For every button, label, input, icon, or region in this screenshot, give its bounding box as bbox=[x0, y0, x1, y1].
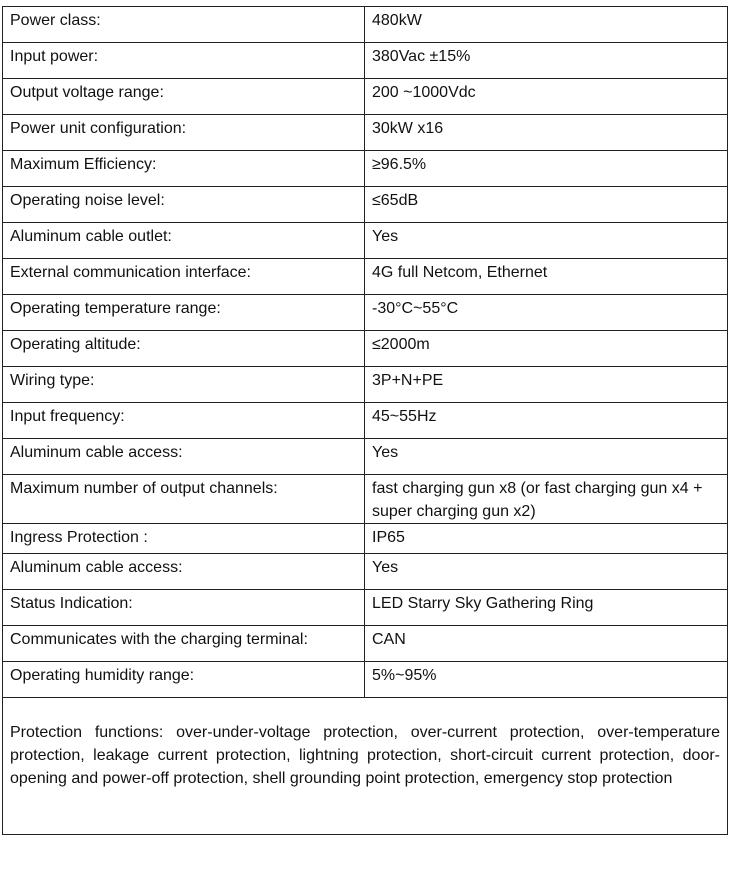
spec-key: Aluminum cable outlet: bbox=[3, 223, 365, 259]
spec-value: CAN bbox=[365, 626, 728, 662]
spec-value: ≥96.5% bbox=[365, 151, 728, 187]
spec-key: Operating temperature range: bbox=[3, 295, 365, 331]
spec-key: Power class: bbox=[3, 7, 365, 43]
protection-row bbox=[3, 698, 728, 835]
spec-key: Operating noise level: bbox=[3, 187, 365, 223]
table-row bbox=[3, 223, 728, 259]
spec-key: Operating altitude: bbox=[3, 331, 365, 367]
table-row bbox=[3, 524, 728, 554]
spec-value: ≤2000m bbox=[365, 331, 728, 367]
spec-table bbox=[2, 6, 728, 835]
spec-key: Input power: bbox=[3, 43, 365, 79]
table-row bbox=[3, 259, 728, 295]
spec-value: 200 ~1000Vdc bbox=[365, 79, 728, 115]
spec-value: 30kW x16 bbox=[365, 115, 728, 151]
protection-functions-text: Protection functions: over-under-voltage protection, over-current protection, over-temperature protection, leakage current protection, lightning protection, short-circuit current protection, door-opening and power-off protection, shell grounding point protection, emergency stop protection bbox=[3, 698, 728, 835]
spec-value: 380Vac ±15% bbox=[365, 43, 728, 79]
spec-value: -30°C~55°C bbox=[365, 295, 728, 331]
table-row bbox=[3, 367, 728, 403]
table-row bbox=[3, 554, 728, 590]
table-row bbox=[3, 475, 728, 524]
spec-key: Aluminum cable access: bbox=[3, 554, 365, 590]
table-row bbox=[3, 662, 728, 698]
table-row bbox=[3, 79, 728, 115]
spec-key: Aluminum cable access: bbox=[3, 439, 365, 475]
spec-key: Input frequency: bbox=[3, 403, 365, 439]
table-row bbox=[3, 43, 728, 79]
spec-value: LED Starry Sky Gathering Ring bbox=[365, 590, 728, 626]
spec-value: 5%~95% bbox=[365, 662, 728, 698]
spec-value: ≤65dB bbox=[365, 187, 728, 223]
spec-value: 4G full Netcom, Ethernet bbox=[365, 259, 728, 295]
spec-key: Wiring type: bbox=[3, 367, 365, 403]
spec-value: 3P+N+PE bbox=[365, 367, 728, 403]
spec-value: Yes bbox=[365, 223, 728, 259]
spec-value: 480kW bbox=[365, 7, 728, 43]
table-row bbox=[3, 626, 728, 662]
spec-key: External communication interface: bbox=[3, 259, 365, 295]
table-row bbox=[3, 7, 728, 43]
spec-key: Power unit configuration: bbox=[3, 115, 365, 151]
table-row bbox=[3, 590, 728, 626]
table-row bbox=[3, 187, 728, 223]
spec-key: Output voltage range: bbox=[3, 79, 365, 115]
spec-value: fast charging gun x8 (or fast charging gun x4 + super charging gun x2) bbox=[365, 475, 728, 524]
table-row bbox=[3, 331, 728, 367]
spec-key: Status Indication: bbox=[3, 590, 365, 626]
spec-value: Yes bbox=[365, 554, 728, 590]
spec-value: IP65 bbox=[365, 524, 728, 554]
table-row bbox=[3, 439, 728, 475]
table-row bbox=[3, 295, 728, 331]
spec-key: Ingress Protection : bbox=[3, 524, 365, 554]
table-row bbox=[3, 403, 728, 439]
table-row bbox=[3, 115, 728, 151]
spec-key: Communicates with the charging terminal: bbox=[3, 626, 365, 662]
spec-key: Operating humidity range: bbox=[3, 662, 365, 698]
table-row bbox=[3, 151, 728, 187]
spec-value: Yes bbox=[365, 439, 728, 475]
spec-value: 45~55Hz bbox=[365, 403, 728, 439]
spec-key: Maximum Efficiency: bbox=[3, 151, 365, 187]
spec-key: Maximum number of output channels: bbox=[3, 475, 365, 524]
